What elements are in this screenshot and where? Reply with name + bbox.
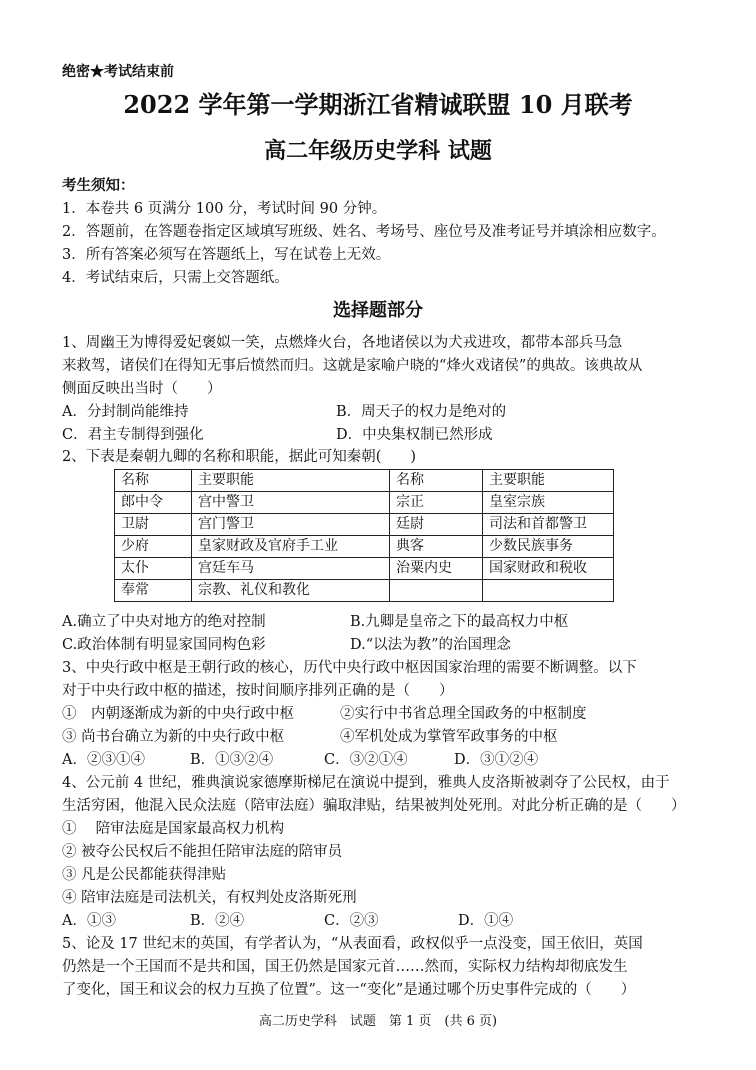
table-row — [115, 492, 614, 514]
notice-item: 3．所有答案必须写在答题纸上，写在试卷上无效。 — [62, 247, 391, 263]
question-3-option-a: A．②③①④ — [62, 752, 145, 768]
question-3-item: ① 内朝逐渐成为新的中央行政中枢 — [62, 706, 294, 722]
table-cell: 宫廷车马 — [192, 558, 390, 580]
table-cell: 皇室宗族 — [483, 492, 614, 514]
table-row — [115, 514, 614, 536]
table-cell: 宫门警卫 — [192, 514, 390, 536]
question-4-option-b: B．②④ — [190, 913, 245, 929]
question-3-item: ③ 尚书台确立为新的中央行政中枢 — [62, 729, 285, 745]
question-3-option-b: B．①③②④ — [190, 752, 274, 768]
question-3-option-c: C．③②①④ — [324, 752, 408, 768]
question-5-line: 仍然是一个王国而不是共和国，国王仍然是国家元首……然而，实际权力结构却彻底发生 — [62, 959, 628, 975]
question-4-item: ③ 凡是公民都能获得津贴 — [62, 867, 227, 883]
table-cell: 名称 — [115, 470, 192, 492]
notice-item: 2．答题前，在答题卷指定区域填写班级、姓名、考场号、座位号及准考证号并填涂相应数字。 — [62, 224, 666, 240]
table-cell: 少府 — [115, 536, 192, 558]
section-title: 选择题部分 — [333, 300, 423, 321]
notice-heading: 考生须知： — [62, 177, 135, 194]
confidential-mark: 绝密★考试结束前 — [62, 64, 174, 80]
table-cell: 奉常 — [115, 580, 192, 602]
question-1-line: 1、周幽王为博得爱妃褒姒一笑，点燃烽火台，各地诸侯以为犬戎进攻，都带本部兵马急 — [62, 335, 623, 351]
notice-item: 4．考试结束后，只需上交答题纸。 — [62, 270, 289, 286]
question-2-option-a: A.确立了中央对地方的绝对控制 — [62, 614, 266, 630]
question-1-option-a: A．分封制尚能维持 — [62, 404, 189, 420]
page-footer: 高二历史学科 试题 第 1 页 (共 6 页) — [258, 1014, 498, 1029]
question-3-line: 3、中央行政中枢是王朝行政的核心，历代中央行政中枢因国家治理的需要不断调整。以下 — [62, 660, 637, 676]
question-4-option-a: A．①③ — [62, 913, 116, 929]
table-cell: 郎中令 — [115, 492, 192, 514]
question-4-item: ④ 陪审法庭是司法机关，有权判处皮洛斯死刑 — [62, 890, 357, 906]
table-cell: 廷尉 — [390, 514, 483, 536]
table-cell: 卫尉 — [115, 514, 192, 536]
table-cell: 治粟内史 — [390, 558, 483, 580]
exam-subtitle: 高二年级历史学科 试题 — [264, 138, 492, 164]
table-cell: 名称 — [390, 470, 483, 492]
question-2-stem: 2、下表是秦朝九卿的名称和职能，据此可知秦朝( ) — [62, 449, 417, 465]
notice-item: 1．本卷共 6 页满分 100 分，考试时间 90 分钟。 — [62, 201, 387, 217]
question-1-option-c: C．君主专制得到强化 — [62, 427, 204, 443]
question-4-line: 生活穷困，他混入民众法庭（陪审法庭）骗取津贴，结果被判处死刑。对此分析正确的是（ ） — [62, 798, 686, 814]
question-4-option-d: D．①④ — [458, 913, 514, 929]
question-3-item: ④军机处成为掌管军政事务的中枢 — [340, 729, 558, 745]
table-cell: 主要职能 — [483, 470, 614, 492]
question-2-option-c: C.政治体制有明显家国同构色彩 — [62, 637, 266, 653]
exam-title: 2022 学年第一学期浙江省精诚联盟 10 月联考 — [123, 90, 633, 119]
table-row — [115, 558, 614, 580]
question-2-option-b: B.九卿是皇帝之下的最高权力中枢 — [350, 614, 569, 630]
table-cell: 宗正 — [390, 492, 483, 514]
question-4-line: 4、公元前 4 世纪，雅典演说家德摩斯梯尼在演说中提到，雅典人皮洛斯被剥夺了公民权，由于 — [62, 775, 670, 791]
question-5-line: 了变化，国王和议会的权力互换了位置”。这一“变化”是通过哪个历史事件完成的（ ） — [62, 982, 636, 998]
question-1-line: 侧面反映出当时（ ） — [62, 381, 222, 397]
table-cell: 主要职能 — [192, 470, 390, 492]
table-cell: 太仆 — [115, 558, 192, 580]
table-cell: 典客 — [390, 536, 483, 558]
question-3-item: ②实行中书省总理全国政务的中枢制度 — [340, 706, 587, 722]
question-5-line: 5、论及 17 世纪末的英国，有学者认为，“从表面看，政权似乎一点没变，国王依旧，英国 — [62, 936, 643, 952]
table-cell: 皇家财政及官府手工业 — [192, 536, 390, 558]
question-2-option-d: D.“以法为教”的治国理念 — [350, 637, 512, 653]
table-cell: 国家财政和税收 — [483, 558, 614, 580]
table-cell: 少数民族事务 — [483, 536, 614, 558]
table-cell — [390, 580, 483, 602]
table-cell — [483, 580, 614, 602]
question-3-option-d: D．③①②④ — [454, 752, 539, 768]
question-1-line: 来救驾，诸侯们在得知无事后愤然而归。这就是家喻户晓的“烽火戏诸侯”的典故。该典故从 — [62, 358, 643, 374]
table-row — [115, 536, 614, 558]
table-cell: 宫中警卫 — [192, 492, 390, 514]
table-cell: 宗教、礼仪和教化 — [192, 580, 390, 602]
question-4-option-c: C．②③ — [324, 913, 379, 929]
table-row — [115, 580, 614, 602]
question-1-option-d: D．中央集权制已然形成 — [336, 427, 493, 443]
question-1-option-b: B．周天子的权力是绝对的 — [336, 404, 507, 420]
question-4-item: ② 被夺公民权后不能担任陪审法庭的陪审员 — [62, 844, 343, 860]
nine-ministers-table — [114, 469, 614, 602]
table-cell: 司法和首都警卫 — [483, 514, 614, 536]
question-4-item: ① 陪审法庭是国家最高权力机构 — [62, 821, 285, 837]
question-3-line: 对于中央行政中枢的描述，按时间顺序排列正确的是（ ） — [62, 683, 454, 699]
table-row — [115, 470, 614, 492]
